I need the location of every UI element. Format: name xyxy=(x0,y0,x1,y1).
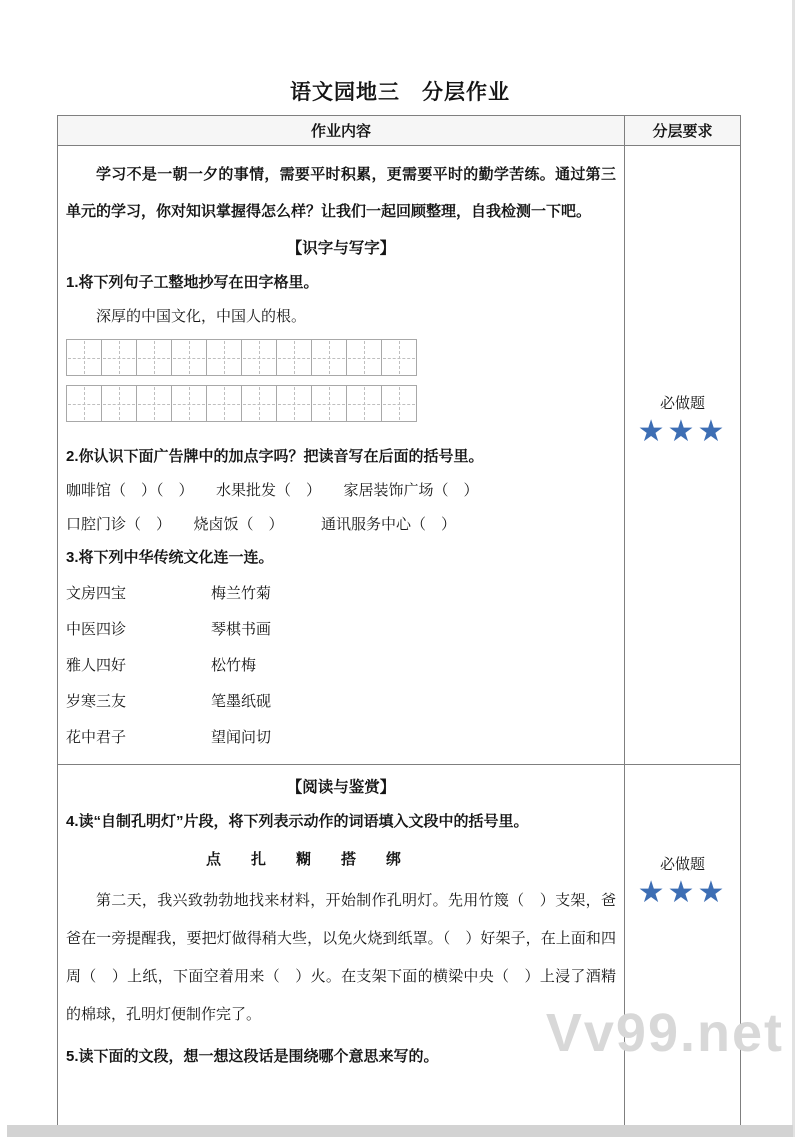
match-left-item: 中医四诊 xyxy=(66,621,127,638)
tianzi-cell xyxy=(311,339,347,376)
question-2-line-2: 口腔门诊（ ） 烧卤饭（ ） 通讯服务中心（ ） xyxy=(66,516,457,533)
match-row xyxy=(66,727,616,748)
tianzi-cell xyxy=(346,385,382,422)
action-words: 点 扎 糊 搭 绑 xyxy=(206,851,402,868)
watermark: Vv99.net xyxy=(545,1003,784,1063)
match-left-item: 花中君子 xyxy=(66,729,127,746)
match-right-item: 梅兰竹菊 xyxy=(211,585,272,602)
tianzi-cell xyxy=(381,385,417,422)
tianzi-cell xyxy=(136,385,172,422)
question-1-sentence: 深厚的中国文化，中国人的根。 xyxy=(96,308,307,325)
tianzi-cell xyxy=(66,385,102,422)
tianzi-cell xyxy=(171,339,207,376)
col-header-content: 作业内容 xyxy=(58,116,625,145)
section-title-reading: 【阅读与鉴赏】 xyxy=(286,779,396,796)
tianzi-grid xyxy=(66,339,616,422)
requirement-cell-reading xyxy=(625,765,740,1127)
intro-paragraph: 学习不是一朝一夕的事情，需要平时积累，更需要平时的勤学苦练。通过第三单元的学习，你对知识掌握得怎么样？让我们一起回顾整理，自我检测一下吧。 xyxy=(66,166,616,220)
matching-exercise xyxy=(66,583,616,748)
tianzi-cell xyxy=(66,339,102,376)
scrollbar[interactable] xyxy=(792,0,795,1137)
tianzi-grid-row xyxy=(66,385,616,422)
tianzi-cell xyxy=(241,339,277,376)
tianzi-cell xyxy=(276,385,312,422)
tianzi-cell xyxy=(346,339,382,376)
question-5: 5.读下面的文段，想一想这段话是围绕哪个意思来写的。 xyxy=(66,1048,439,1065)
match-row xyxy=(66,655,616,676)
question-2-line-1: 咖啡馆（ ）（ ） 水果批发（ ） 家居装饰广场（ ） xyxy=(66,482,479,499)
match-row xyxy=(66,583,616,604)
match-left-item: 岁寒三友 xyxy=(66,693,127,710)
requirement-label: 必做题 xyxy=(659,856,705,873)
tianzi-cell xyxy=(276,339,312,376)
tianzi-cell xyxy=(206,385,242,422)
match-right-item: 笔墨纸砚 xyxy=(211,693,272,710)
content-cell-reading xyxy=(58,765,625,1127)
question-4: 4.读“自制孔明灯”片段，将下列表示动作的词语填入文段中的括号里。 xyxy=(66,813,529,830)
page-bottom-edge xyxy=(7,1125,793,1137)
match-row xyxy=(66,691,616,712)
requirement-label: 必做题 xyxy=(659,394,705,412)
tianzi-cell xyxy=(136,339,172,376)
tianzi-cell xyxy=(101,339,137,376)
tianzi-grid-row xyxy=(66,339,616,376)
table-row-reading xyxy=(58,764,740,1127)
match-right-item: 松竹梅 xyxy=(211,657,257,674)
col-header-requirement: 分层要求 xyxy=(652,123,713,140)
section-title-literacy: 【识字与写字】 xyxy=(286,240,396,257)
match-right-item: 琴棋书画 xyxy=(211,621,272,638)
match-left-item: 文房四宝 xyxy=(66,585,127,602)
tianzi-cell xyxy=(311,385,347,422)
tianzi-cell xyxy=(381,339,417,376)
question-2: 2.你认识下面广告牌中的加点字吗？把读音写在后面的括号里。 xyxy=(66,448,484,465)
star-rating: ★★★ xyxy=(637,876,728,909)
table-header-row xyxy=(58,116,740,146)
match-row xyxy=(66,619,616,640)
passage-paragraph: 第二天，我兴致勃勃地找来材料，开始制作孔明灯。先用竹篾（ ）支架，爸爸在一旁提醒我，要把灯做得稍大些，以免火烧到纸罩。（ ）好架子，在上面和四周（ ）上纸，下面空着用来（ ）火。在支架下面的横梁中央（ ）上浸了酒精的棉球，孔明灯便制作完了。 xyxy=(66,892,616,1023)
star-rating: ★★★ xyxy=(637,414,728,448)
tianzi-cell xyxy=(171,385,207,422)
content-cell-literacy xyxy=(58,146,625,764)
tianzi-cell xyxy=(101,385,137,422)
match-left-item: 雅人四好 xyxy=(66,657,127,674)
page-title: 语文园地三 分层作业 xyxy=(290,81,510,104)
table-row-literacy xyxy=(58,146,740,764)
worksheet-table xyxy=(57,115,741,1128)
question-1: 1.将下列句子工整地抄写在田字格里。 xyxy=(66,274,319,291)
match-right-item: 望闻问切 xyxy=(211,729,272,746)
question-3: 3.将下列中华传统文化连一连。 xyxy=(66,549,274,566)
tianzi-cell xyxy=(206,339,242,376)
requirement-cell-literacy xyxy=(625,146,740,764)
tianzi-cell xyxy=(241,385,277,422)
